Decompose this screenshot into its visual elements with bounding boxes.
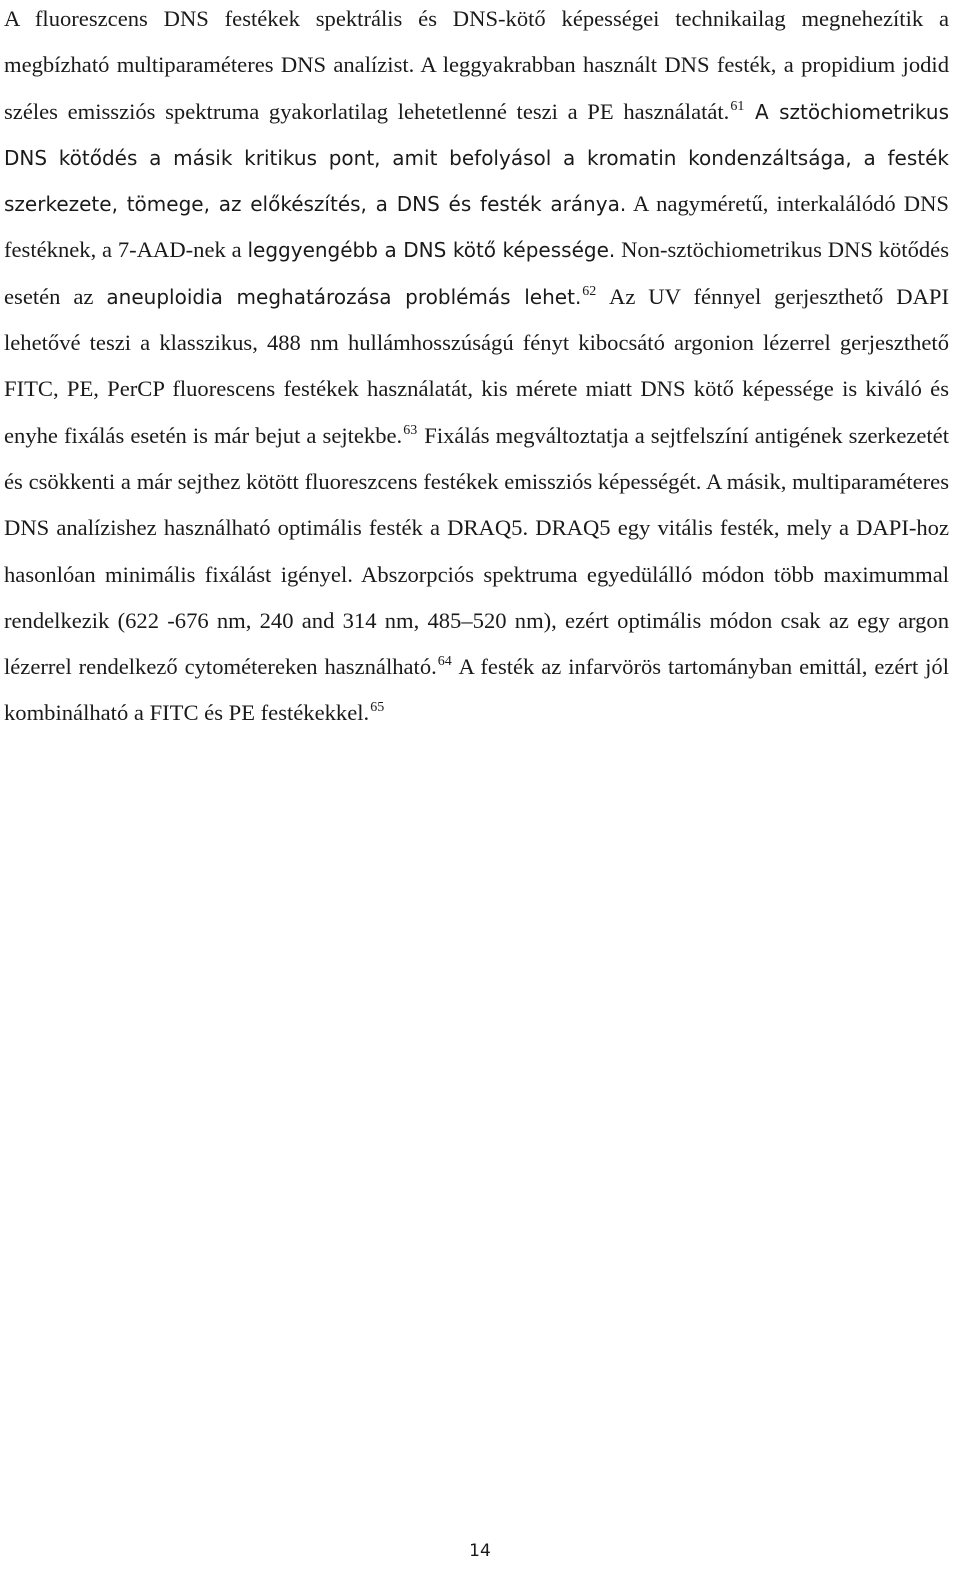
- sentence-fixation-draq5: Fixálás megváltoztatja a sejtfelszíní antigének szerkezetét és csökkenti a már sejthez kötött fluoreszcens festékek emissziós képességét. A másik, multiparaméteres DNS analízishez használható optimális festék a DRAQ5. DRAQ5 egy vitális festék, mely a DAPI-hoz hasonlóan minimális fixálást igényel. Abszorpciós spektruma egyedülálló módon több maximummal rendelkezik (622 -676 nm, 240 and 314 nm, 485–520 nm), ezért optimális módon csak az egy argon lézerrel rendelkező cytométereken használható.: [4, 422, 949, 680]
- sentence-non-stoichiometric: Non-sztöchiometrikus DNS kötődés esetén az: [4, 237, 950, 309]
- footnote-ref-62: 62: [582, 283, 597, 299]
- page-number: 14: [469, 1541, 491, 1561]
- sentence-dye-intro: A fluoreszcens DNS festékek spektrális és DNS-kötő képességei technikailag megnehezítik a megbízható multiparaméteres DNS analízist. A leggyakrabban használt DNS festék, a propidium jodid széles emissziós spektruma gyakorlatilag lehetetlenné teszi a PE használatát.: [4, 6, 949, 124]
- sentence-weakest-binding: leggyengébb a DNS kötő képessége.: [247, 238, 616, 263]
- footnote-ref-61: 61: [730, 98, 745, 114]
- body-paragraph: [4, 0, 949, 737]
- sentence-stoichiometric: A sztöchiometrikus DNS kötődés a másik kritikus pont, amit befolyásol a kromatin kondenzáltsága, a festék szerkezete, tömege, az előkészítés, a DNS és festék aránya.: [4, 99, 949, 217]
- footnote-ref-64: 64: [437, 654, 452, 670]
- footnote-ref-63: 63: [403, 422, 418, 438]
- sentence-aneuploidy: aneuploidia meghatározása problémás lehet.: [106, 284, 582, 309]
- sentence-infrared: A festék az infarvörös tartományban emittál, ezért jól kombinálható a FITC és PE festékekkel.: [4, 654, 949, 726]
- sentence-7aad: A nagyméretű, interkalálódó DNS festéknek, a 7-AAD-nek a: [4, 191, 949, 263]
- sentence-dapi: Az UV fénnyel gerjeszthető DAPI lehetővé teszi a klasszikus, 488 nm hullámhosszúságú fényt kibocsátó argonion lézerrel gerjeszthető FITC, PE, PerCP fluorescens festékek használatát, kis mérete miatt DNS kötő képessége is kiváló és enyhe fixálás esetén is már bejut a sejtekbe.: [4, 283, 949, 448]
- footnote-ref-65: 65: [370, 700, 385, 716]
